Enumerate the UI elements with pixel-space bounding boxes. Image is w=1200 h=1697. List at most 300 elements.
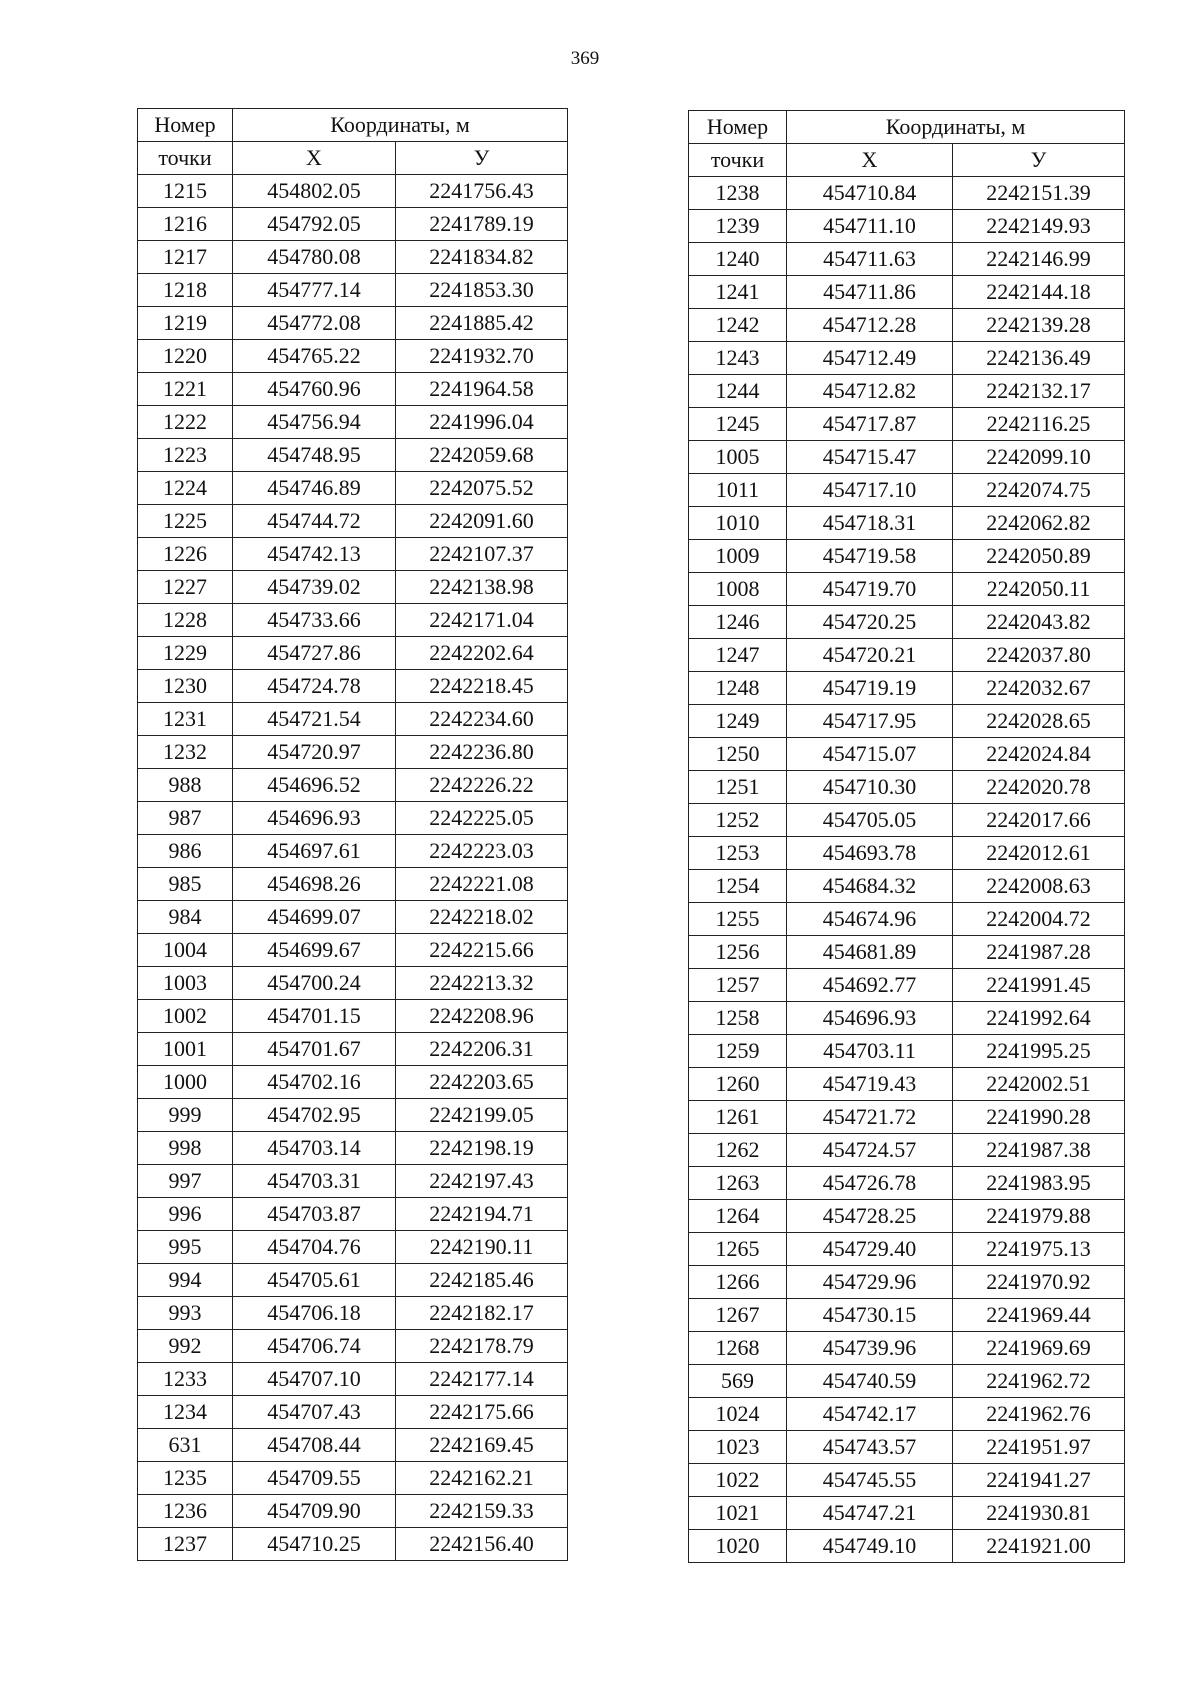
x-coordinate-cell: 454684.32 xyxy=(787,870,953,903)
point-number-cell: 1243 xyxy=(689,342,787,375)
point-number-cell: 1005 xyxy=(689,441,787,474)
point-number-cell: 1228 xyxy=(138,604,233,637)
x-coordinate-cell: 454749.10 xyxy=(787,1530,953,1563)
y-coordinate-cell: 2242206.31 xyxy=(396,1033,568,1066)
point-number-cell: 1001 xyxy=(138,1033,233,1066)
y-coordinate-cell: 2242190.11 xyxy=(396,1231,568,1264)
point-number-header-line2: точки xyxy=(689,144,787,177)
table-row xyxy=(689,1200,1125,1233)
point-number-cell: 569 xyxy=(689,1365,787,1398)
x-coordinate-cell: 454720.25 xyxy=(787,606,953,639)
x-coordinate-cell: 454740.59 xyxy=(787,1365,953,1398)
point-number-cell: 1247 xyxy=(689,639,787,672)
point-number-cell: 1236 xyxy=(138,1495,233,1528)
point-number-cell: 1235 xyxy=(138,1462,233,1495)
x-coordinate-cell: 454729.40 xyxy=(787,1233,953,1266)
table-row xyxy=(138,868,568,901)
table-row xyxy=(138,1429,568,1462)
point-number-cell: 1225 xyxy=(138,505,233,538)
y-coordinate-cell: 2241885.42 xyxy=(396,307,568,340)
x-column-header: X xyxy=(787,144,953,177)
x-coordinate-cell: 454718.31 xyxy=(787,507,953,540)
x-coordinate-cell: 454711.63 xyxy=(787,243,953,276)
point-number-cell: 1229 xyxy=(138,637,233,670)
point-number-cell: 1244 xyxy=(689,375,787,408)
table-row xyxy=(689,177,1125,210)
table-row xyxy=(689,441,1125,474)
table-row xyxy=(138,373,568,406)
x-coordinate-cell: 454698.26 xyxy=(233,868,396,901)
table-row xyxy=(689,870,1125,903)
table-row xyxy=(138,934,568,967)
x-coordinate-cell: 454704.76 xyxy=(233,1231,396,1264)
point-number-cell: 1250 xyxy=(689,738,787,771)
y-coordinate-cell: 2242062.82 xyxy=(953,507,1125,540)
y-coordinate-cell: 2241987.38 xyxy=(953,1134,1125,1167)
y-coordinate-cell: 2242138.98 xyxy=(396,571,568,604)
x-coordinate-cell: 454696.52 xyxy=(233,769,396,802)
point-number-cell: 1262 xyxy=(689,1134,787,1167)
point-number-cell: 1237 xyxy=(138,1528,233,1561)
point-number-cell: 1263 xyxy=(689,1167,787,1200)
x-coordinate-cell: 454739.02 xyxy=(233,571,396,604)
point-number-cell: 1003 xyxy=(138,967,233,1000)
point-number-cell: 988 xyxy=(138,769,233,802)
y-coordinate-cell: 2241834.82 xyxy=(396,241,568,274)
point-number-cell: 1231 xyxy=(138,703,233,736)
x-coordinate-cell: 454747.21 xyxy=(787,1497,953,1530)
point-number-cell: 1258 xyxy=(689,1002,787,1035)
x-coordinate-cell: 454710.30 xyxy=(787,771,953,804)
y-coordinate-cell: 2241987.28 xyxy=(953,936,1125,969)
table-row xyxy=(138,340,568,373)
table-row xyxy=(689,1002,1125,1035)
y-coordinate-cell: 2241983.95 xyxy=(953,1167,1125,1200)
y-coordinate-cell: 2241992.64 xyxy=(953,1002,1125,1035)
x-coordinate-cell: 454743.57 xyxy=(787,1431,953,1464)
table-row xyxy=(689,1068,1125,1101)
y-coordinate-cell: 2242221.08 xyxy=(396,868,568,901)
table-row xyxy=(689,804,1125,837)
x-coordinate-cell: 454709.55 xyxy=(233,1462,396,1495)
x-coordinate-cell: 454724.57 xyxy=(787,1134,953,1167)
x-coordinate-cell: 454708.44 xyxy=(233,1429,396,1462)
point-number-cell: 1268 xyxy=(689,1332,787,1365)
table-row xyxy=(138,802,568,835)
y-coordinate-cell: 2242198.19 xyxy=(396,1132,568,1165)
point-number-cell: 994 xyxy=(138,1264,233,1297)
x-coordinate-cell: 454719.70 xyxy=(787,573,953,606)
point-number-cell: 1004 xyxy=(138,934,233,967)
table-row xyxy=(138,967,568,1000)
x-coordinate-cell: 454703.11 xyxy=(787,1035,953,1068)
point-number-cell: 1259 xyxy=(689,1035,787,1068)
point-number-cell: 1264 xyxy=(689,1200,787,1233)
point-number-cell: 1260 xyxy=(689,1068,787,1101)
x-coordinate-cell: 454701.67 xyxy=(233,1033,396,1066)
table-row xyxy=(138,1495,568,1528)
table-row xyxy=(138,1396,568,1429)
table-row xyxy=(689,1299,1125,1332)
x-coordinate-cell: 454748.95 xyxy=(233,439,396,472)
point-number-header: Номер xyxy=(689,111,787,144)
point-number-cell: 986 xyxy=(138,835,233,868)
y-coordinate-cell: 2242151.39 xyxy=(953,177,1125,210)
point-number-cell: 631 xyxy=(138,1429,233,1462)
y-coordinate-cell: 2242012.61 xyxy=(953,837,1125,870)
table-row xyxy=(138,1297,568,1330)
point-number-cell: 1257 xyxy=(689,969,787,1002)
point-number-cell: 1238 xyxy=(689,177,787,210)
point-number-header-line2: точки xyxy=(138,142,233,175)
x-coordinate-cell: 454703.31 xyxy=(233,1165,396,1198)
table-row xyxy=(138,439,568,472)
point-number-cell: 1239 xyxy=(689,210,787,243)
x-coordinate-cell: 454719.58 xyxy=(787,540,953,573)
point-number-cell: 995 xyxy=(138,1231,233,1264)
y-coordinate-cell: 2241941.27 xyxy=(953,1464,1125,1497)
point-number-cell: 1009 xyxy=(689,540,787,573)
y-coordinate-cell: 2242091.60 xyxy=(396,505,568,538)
table-row xyxy=(138,1528,568,1561)
table-row xyxy=(138,670,568,703)
y-coordinate-cell: 2241853.30 xyxy=(396,274,568,307)
y-coordinate-cell: 2242050.89 xyxy=(953,540,1125,573)
table-row xyxy=(138,538,568,571)
y-coordinate-cell: 2242162.21 xyxy=(396,1462,568,1495)
y-coordinate-cell: 2241996.04 xyxy=(396,406,568,439)
y-coordinate-cell: 2241962.72 xyxy=(953,1365,1125,1398)
y-coordinate-cell: 2241975.13 xyxy=(953,1233,1125,1266)
point-number-cell: 1234 xyxy=(138,1396,233,1429)
y-coordinate-cell: 2241789.19 xyxy=(396,208,568,241)
point-number-cell: 984 xyxy=(138,901,233,934)
point-number-header: Номер xyxy=(138,109,233,142)
x-coordinate-cell: 454715.07 xyxy=(787,738,953,771)
y-coordinate-cell: 2242024.84 xyxy=(953,738,1125,771)
x-coordinate-cell: 454710.25 xyxy=(233,1528,396,1561)
table-row xyxy=(138,505,568,538)
x-coordinate-cell: 454730.15 xyxy=(787,1299,953,1332)
y-coordinate-cell: 2242169.45 xyxy=(396,1429,568,1462)
point-number-cell: 1246 xyxy=(689,606,787,639)
point-number-cell: 1242 xyxy=(689,309,787,342)
table-row xyxy=(138,1198,568,1231)
point-number-cell: 1020 xyxy=(689,1530,787,1563)
point-number-cell: 996 xyxy=(138,1198,233,1231)
table-row xyxy=(689,672,1125,705)
point-number-cell: 998 xyxy=(138,1132,233,1165)
x-coordinate-cell: 454705.61 xyxy=(233,1264,396,1297)
table-row xyxy=(689,1134,1125,1167)
y-coordinate-cell: 2242149.93 xyxy=(953,210,1125,243)
point-number-cell: 1216 xyxy=(138,208,233,241)
x-coordinate-cell: 454726.78 xyxy=(787,1167,953,1200)
table-row xyxy=(138,1000,568,1033)
x-coordinate-cell: 454711.86 xyxy=(787,276,953,309)
y-coordinate-cell: 2242028.65 xyxy=(953,705,1125,738)
x-coordinate-cell: 454756.94 xyxy=(233,406,396,439)
x-coordinate-cell: 454701.15 xyxy=(233,1000,396,1033)
y-coordinate-cell: 2242037.80 xyxy=(953,639,1125,672)
x-coordinate-cell: 454712.82 xyxy=(787,375,953,408)
y-coordinate-cell: 2242213.32 xyxy=(396,967,568,1000)
y-coordinate-cell: 2241969.44 xyxy=(953,1299,1125,1332)
point-number-cell: 1217 xyxy=(138,241,233,274)
y-coordinate-cell: 2242132.17 xyxy=(953,375,1125,408)
table-row xyxy=(689,1365,1125,1398)
y-coordinate-cell: 2241756.43 xyxy=(396,175,568,208)
point-number-cell: 1230 xyxy=(138,670,233,703)
table-row xyxy=(138,1462,568,1495)
point-number-cell: 1021 xyxy=(689,1497,787,1530)
y-coordinate-cell: 2242218.45 xyxy=(396,670,568,703)
x-coordinate-cell: 454792.05 xyxy=(233,208,396,241)
y-coordinate-cell: 2241979.88 xyxy=(953,1200,1125,1233)
point-number-cell: 1256 xyxy=(689,936,787,969)
y-coordinate-cell: 2242146.99 xyxy=(953,243,1125,276)
x-coordinate-cell: 454692.77 xyxy=(787,969,953,1002)
y-column-header: У xyxy=(396,142,568,175)
y-coordinate-cell: 2242144.18 xyxy=(953,276,1125,309)
point-number-cell: 1232 xyxy=(138,736,233,769)
page-number: 369 xyxy=(570,48,600,69)
table-row xyxy=(689,771,1125,804)
y-coordinate-cell: 2242203.65 xyxy=(396,1066,568,1099)
table-row xyxy=(689,1530,1125,1563)
point-number-cell: 1266 xyxy=(689,1266,787,1299)
x-coordinate-cell: 454727.86 xyxy=(233,637,396,670)
point-number-cell: 1265 xyxy=(689,1233,787,1266)
x-coordinate-cell: 454765.22 xyxy=(233,340,396,373)
coordinates-table-right xyxy=(688,110,1125,1563)
table-row xyxy=(689,738,1125,771)
x-coordinate-cell: 454744.72 xyxy=(233,505,396,538)
y-coordinate-cell: 2241995.25 xyxy=(953,1035,1125,1068)
x-coordinate-cell: 454703.87 xyxy=(233,1198,396,1231)
y-coordinate-cell: 2242226.22 xyxy=(396,769,568,802)
table-row xyxy=(138,307,568,340)
table-row xyxy=(689,1101,1125,1134)
table-row xyxy=(689,276,1125,309)
point-number-cell: 1245 xyxy=(689,408,787,441)
table-row xyxy=(689,309,1125,342)
x-coordinate-cell: 454709.90 xyxy=(233,1495,396,1528)
point-number-cell: 1024 xyxy=(689,1398,787,1431)
x-coordinate-cell: 454707.43 xyxy=(233,1396,396,1429)
y-coordinate-cell: 2242004.72 xyxy=(953,903,1125,936)
x-coordinate-cell: 454742.17 xyxy=(787,1398,953,1431)
x-coordinate-cell: 454715.47 xyxy=(787,441,953,474)
table-row xyxy=(138,703,568,736)
table-row xyxy=(138,1132,568,1165)
table-row xyxy=(138,1066,568,1099)
y-coordinate-cell: 2242139.28 xyxy=(953,309,1125,342)
x-coordinate-cell: 454717.87 xyxy=(787,408,953,441)
x-coordinate-cell: 454717.10 xyxy=(787,474,953,507)
table-row xyxy=(138,241,568,274)
y-coordinate-cell: 2242156.40 xyxy=(396,1528,568,1561)
x-coordinate-cell: 454711.10 xyxy=(787,210,953,243)
point-number-cell: 1220 xyxy=(138,340,233,373)
y-coordinate-cell: 2242074.75 xyxy=(953,474,1125,507)
x-coordinate-cell: 454739.96 xyxy=(787,1332,953,1365)
y-coordinate-cell: 2242020.78 xyxy=(953,771,1125,804)
point-number-cell: 1249 xyxy=(689,705,787,738)
y-coordinate-cell: 2241930.81 xyxy=(953,1497,1125,1530)
y-coordinate-cell: 2241964.58 xyxy=(396,373,568,406)
x-coordinate-cell: 454720.21 xyxy=(787,639,953,672)
point-number-cell: 1261 xyxy=(689,1101,787,1134)
y-coordinate-cell: 2242075.52 xyxy=(396,472,568,505)
table-row xyxy=(689,375,1125,408)
point-number-cell: 1227 xyxy=(138,571,233,604)
x-coordinate-cell: 454696.93 xyxy=(787,1002,953,1035)
x-coordinate-cell: 454702.16 xyxy=(233,1066,396,1099)
x-coordinate-cell: 454717.95 xyxy=(787,705,953,738)
y-coordinate-cell: 2242017.66 xyxy=(953,804,1125,837)
y-coordinate-cell: 2241921.00 xyxy=(953,1530,1125,1563)
x-coordinate-cell: 454733.66 xyxy=(233,604,396,637)
point-number-cell: 1252 xyxy=(689,804,787,837)
x-coordinate-cell: 454728.25 xyxy=(787,1200,953,1233)
x-coordinate-cell: 454802.05 xyxy=(233,175,396,208)
y-column-header: У xyxy=(953,144,1125,177)
point-number-cell: 993 xyxy=(138,1297,233,1330)
table-row xyxy=(689,243,1125,276)
x-coordinate-cell: 454710.84 xyxy=(787,177,953,210)
y-coordinate-cell: 2242136.49 xyxy=(953,342,1125,375)
table-row xyxy=(138,1099,568,1132)
point-number-cell: 1011 xyxy=(689,474,787,507)
y-coordinate-cell: 2241969.69 xyxy=(953,1332,1125,1365)
table-row xyxy=(689,606,1125,639)
point-number-cell: 987 xyxy=(138,802,233,835)
y-coordinate-cell: 2242185.46 xyxy=(396,1264,568,1297)
y-coordinate-cell: 2242032.67 xyxy=(953,672,1125,705)
x-column-header: X xyxy=(233,142,396,175)
point-number-cell: 1218 xyxy=(138,274,233,307)
x-coordinate-cell: 454703.14 xyxy=(233,1132,396,1165)
point-number-cell: 1010 xyxy=(689,507,787,540)
table-row xyxy=(689,1464,1125,1497)
x-coordinate-cell: 454719.19 xyxy=(787,672,953,705)
table-row xyxy=(689,507,1125,540)
y-coordinate-cell: 2242050.11 xyxy=(953,573,1125,606)
point-number-cell: 1267 xyxy=(689,1299,787,1332)
point-number-cell: 1251 xyxy=(689,771,787,804)
table-row xyxy=(689,474,1125,507)
y-coordinate-cell: 2242225.05 xyxy=(396,802,568,835)
x-coordinate-cell: 454705.05 xyxy=(787,804,953,837)
x-coordinate-cell: 454721.54 xyxy=(233,703,396,736)
point-number-cell: 1008 xyxy=(689,573,787,606)
y-coordinate-cell: 2242171.04 xyxy=(396,604,568,637)
point-number-cell: 1215 xyxy=(138,175,233,208)
point-number-cell: 1022 xyxy=(689,1464,787,1497)
table-row xyxy=(138,208,568,241)
x-coordinate-cell: 454700.24 xyxy=(233,967,396,1000)
y-coordinate-cell: 2242002.51 xyxy=(953,1068,1125,1101)
point-number-cell: 1241 xyxy=(689,276,787,309)
table-row xyxy=(689,1167,1125,1200)
point-number-cell: 1253 xyxy=(689,837,787,870)
y-coordinate-cell: 2242199.05 xyxy=(396,1099,568,1132)
y-coordinate-cell: 2242175.66 xyxy=(396,1396,568,1429)
x-coordinate-cell: 454742.13 xyxy=(233,538,396,571)
x-coordinate-cell: 454674.96 xyxy=(787,903,953,936)
table-row xyxy=(689,1266,1125,1299)
y-coordinate-cell: 2242159.33 xyxy=(396,1495,568,1528)
table-row xyxy=(138,1363,568,1396)
coordinates-header: Координаты, м xyxy=(233,109,568,142)
point-number-cell: 1223 xyxy=(138,439,233,472)
point-number-cell: 1023 xyxy=(689,1431,787,1464)
y-coordinate-cell: 2242218.02 xyxy=(396,901,568,934)
x-coordinate-cell: 454681.89 xyxy=(787,936,953,969)
table-row xyxy=(138,637,568,670)
y-coordinate-cell: 2241970.92 xyxy=(953,1266,1125,1299)
point-number-cell: 1240 xyxy=(689,243,787,276)
point-number-cell: 997 xyxy=(138,1165,233,1198)
y-coordinate-cell: 2242107.37 xyxy=(396,538,568,571)
table-row xyxy=(138,1165,568,1198)
x-coordinate-cell: 454706.18 xyxy=(233,1297,396,1330)
table-row xyxy=(689,1332,1125,1365)
table-row xyxy=(138,175,568,208)
y-coordinate-cell: 2241951.97 xyxy=(953,1431,1125,1464)
point-number-cell: 1254 xyxy=(689,870,787,903)
point-number-cell: 985 xyxy=(138,868,233,901)
table-row xyxy=(138,571,568,604)
y-coordinate-cell: 2242008.63 xyxy=(953,870,1125,903)
y-coordinate-cell: 2242099.10 xyxy=(953,441,1125,474)
x-coordinate-cell: 454746.89 xyxy=(233,472,396,505)
y-coordinate-cell: 2241991.45 xyxy=(953,969,1125,1002)
table-row xyxy=(138,736,568,769)
coordinates-header: Координаты, м xyxy=(787,111,1125,144)
table-row xyxy=(138,769,568,802)
x-coordinate-cell: 454707.10 xyxy=(233,1363,396,1396)
x-coordinate-cell: 454729.96 xyxy=(787,1266,953,1299)
x-coordinate-cell: 454712.28 xyxy=(787,309,953,342)
y-coordinate-cell: 2242236.80 xyxy=(396,736,568,769)
point-number-cell: 1002 xyxy=(138,1000,233,1033)
table-row xyxy=(138,1033,568,1066)
x-coordinate-cell: 454777.14 xyxy=(233,274,396,307)
table-row xyxy=(689,969,1125,1002)
y-coordinate-cell: 2242116.25 xyxy=(953,408,1125,441)
point-number-cell: 1219 xyxy=(138,307,233,340)
table-row xyxy=(138,1330,568,1363)
table-row xyxy=(689,639,1125,672)
y-coordinate-cell: 2242234.60 xyxy=(396,703,568,736)
point-number-cell: 1248 xyxy=(689,672,787,705)
y-coordinate-cell: 2242178.79 xyxy=(396,1330,568,1363)
table-row xyxy=(138,1264,568,1297)
table-row xyxy=(138,472,568,505)
y-coordinate-cell: 2242059.68 xyxy=(396,439,568,472)
table-row xyxy=(689,408,1125,441)
table-body-right xyxy=(689,177,1125,1563)
x-coordinate-cell: 454745.55 xyxy=(787,1464,953,1497)
table-row xyxy=(689,210,1125,243)
point-number-cell: 1224 xyxy=(138,472,233,505)
table-row xyxy=(689,1398,1125,1431)
point-number-cell: 1221 xyxy=(138,373,233,406)
point-number-cell: 1255 xyxy=(689,903,787,936)
table-row xyxy=(689,342,1125,375)
